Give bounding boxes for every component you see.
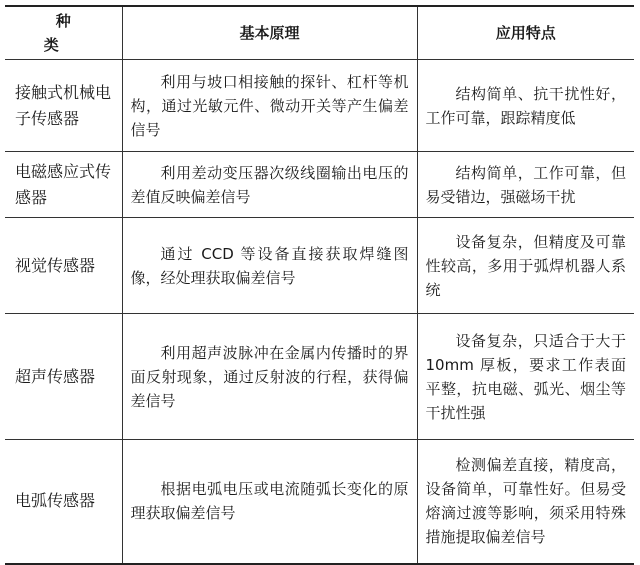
sensor-table-container: [5, 5, 634, 551]
row-features: 检测偏差直接，精度高，设备简单，可靠性好。但易受熔滴过渡等影响，须采用特殊措施提取偏差信号: [417, 440, 634, 564]
row-principle: 利用与坡口相接触的探针、杠杆等机构，通过光敏元件、微动开关等产生偏差信号: [122, 60, 417, 152]
row-principle: 根据电弧电压或电流随弧长变化的原理获取偏差信号: [122, 440, 417, 564]
row-features: 设备复杂，只适合于大于10mm 厚板，要求工作表面平整，抗电磁、弧光、烟尘等干扰性强: [417, 314, 634, 440]
table-row: [5, 60, 634, 152]
row-type: 电弧传感器: [5, 440, 122, 564]
header-features: 应用特点: [417, 6, 634, 60]
row-type: 视觉传感器: [5, 218, 122, 314]
sensor-comparison-table: [5, 5, 634, 565]
row-principle: 通过 CCD 等设备直接获取焊缝图像，经处理获取偏差信号: [122, 218, 417, 314]
table-row: [5, 440, 634, 564]
row-principle: 利用差动变压器次级线圈输出电压的差值反映偏差信号: [122, 152, 417, 218]
row-features: 结构简单、抗干扰性好，工作可靠，跟踪精度低: [417, 60, 634, 152]
header-principle: 基本原理: [122, 6, 417, 60]
row-principle: 利用超声波脉冲在金属内传播时的界面反射现象，通过反射波的行程，获得偏差信号: [122, 314, 417, 440]
row-type: 接触式机械电子传感器: [5, 60, 122, 152]
table-header-row: [5, 6, 634, 60]
table-row: [5, 314, 634, 440]
row-features: 设备复杂，但精度及可靠性较高，多用于弧焊机器人系统: [417, 218, 634, 314]
header-type: 种 类: [5, 6, 122, 60]
row-type: 超声传感器: [5, 314, 122, 440]
table-row: [5, 152, 634, 218]
row-type: 电磁感应式传感器: [5, 152, 122, 218]
table-row: [5, 218, 634, 314]
row-features: 结构简单，工作可靠，但易受错边，强磁场干扰: [417, 152, 634, 218]
